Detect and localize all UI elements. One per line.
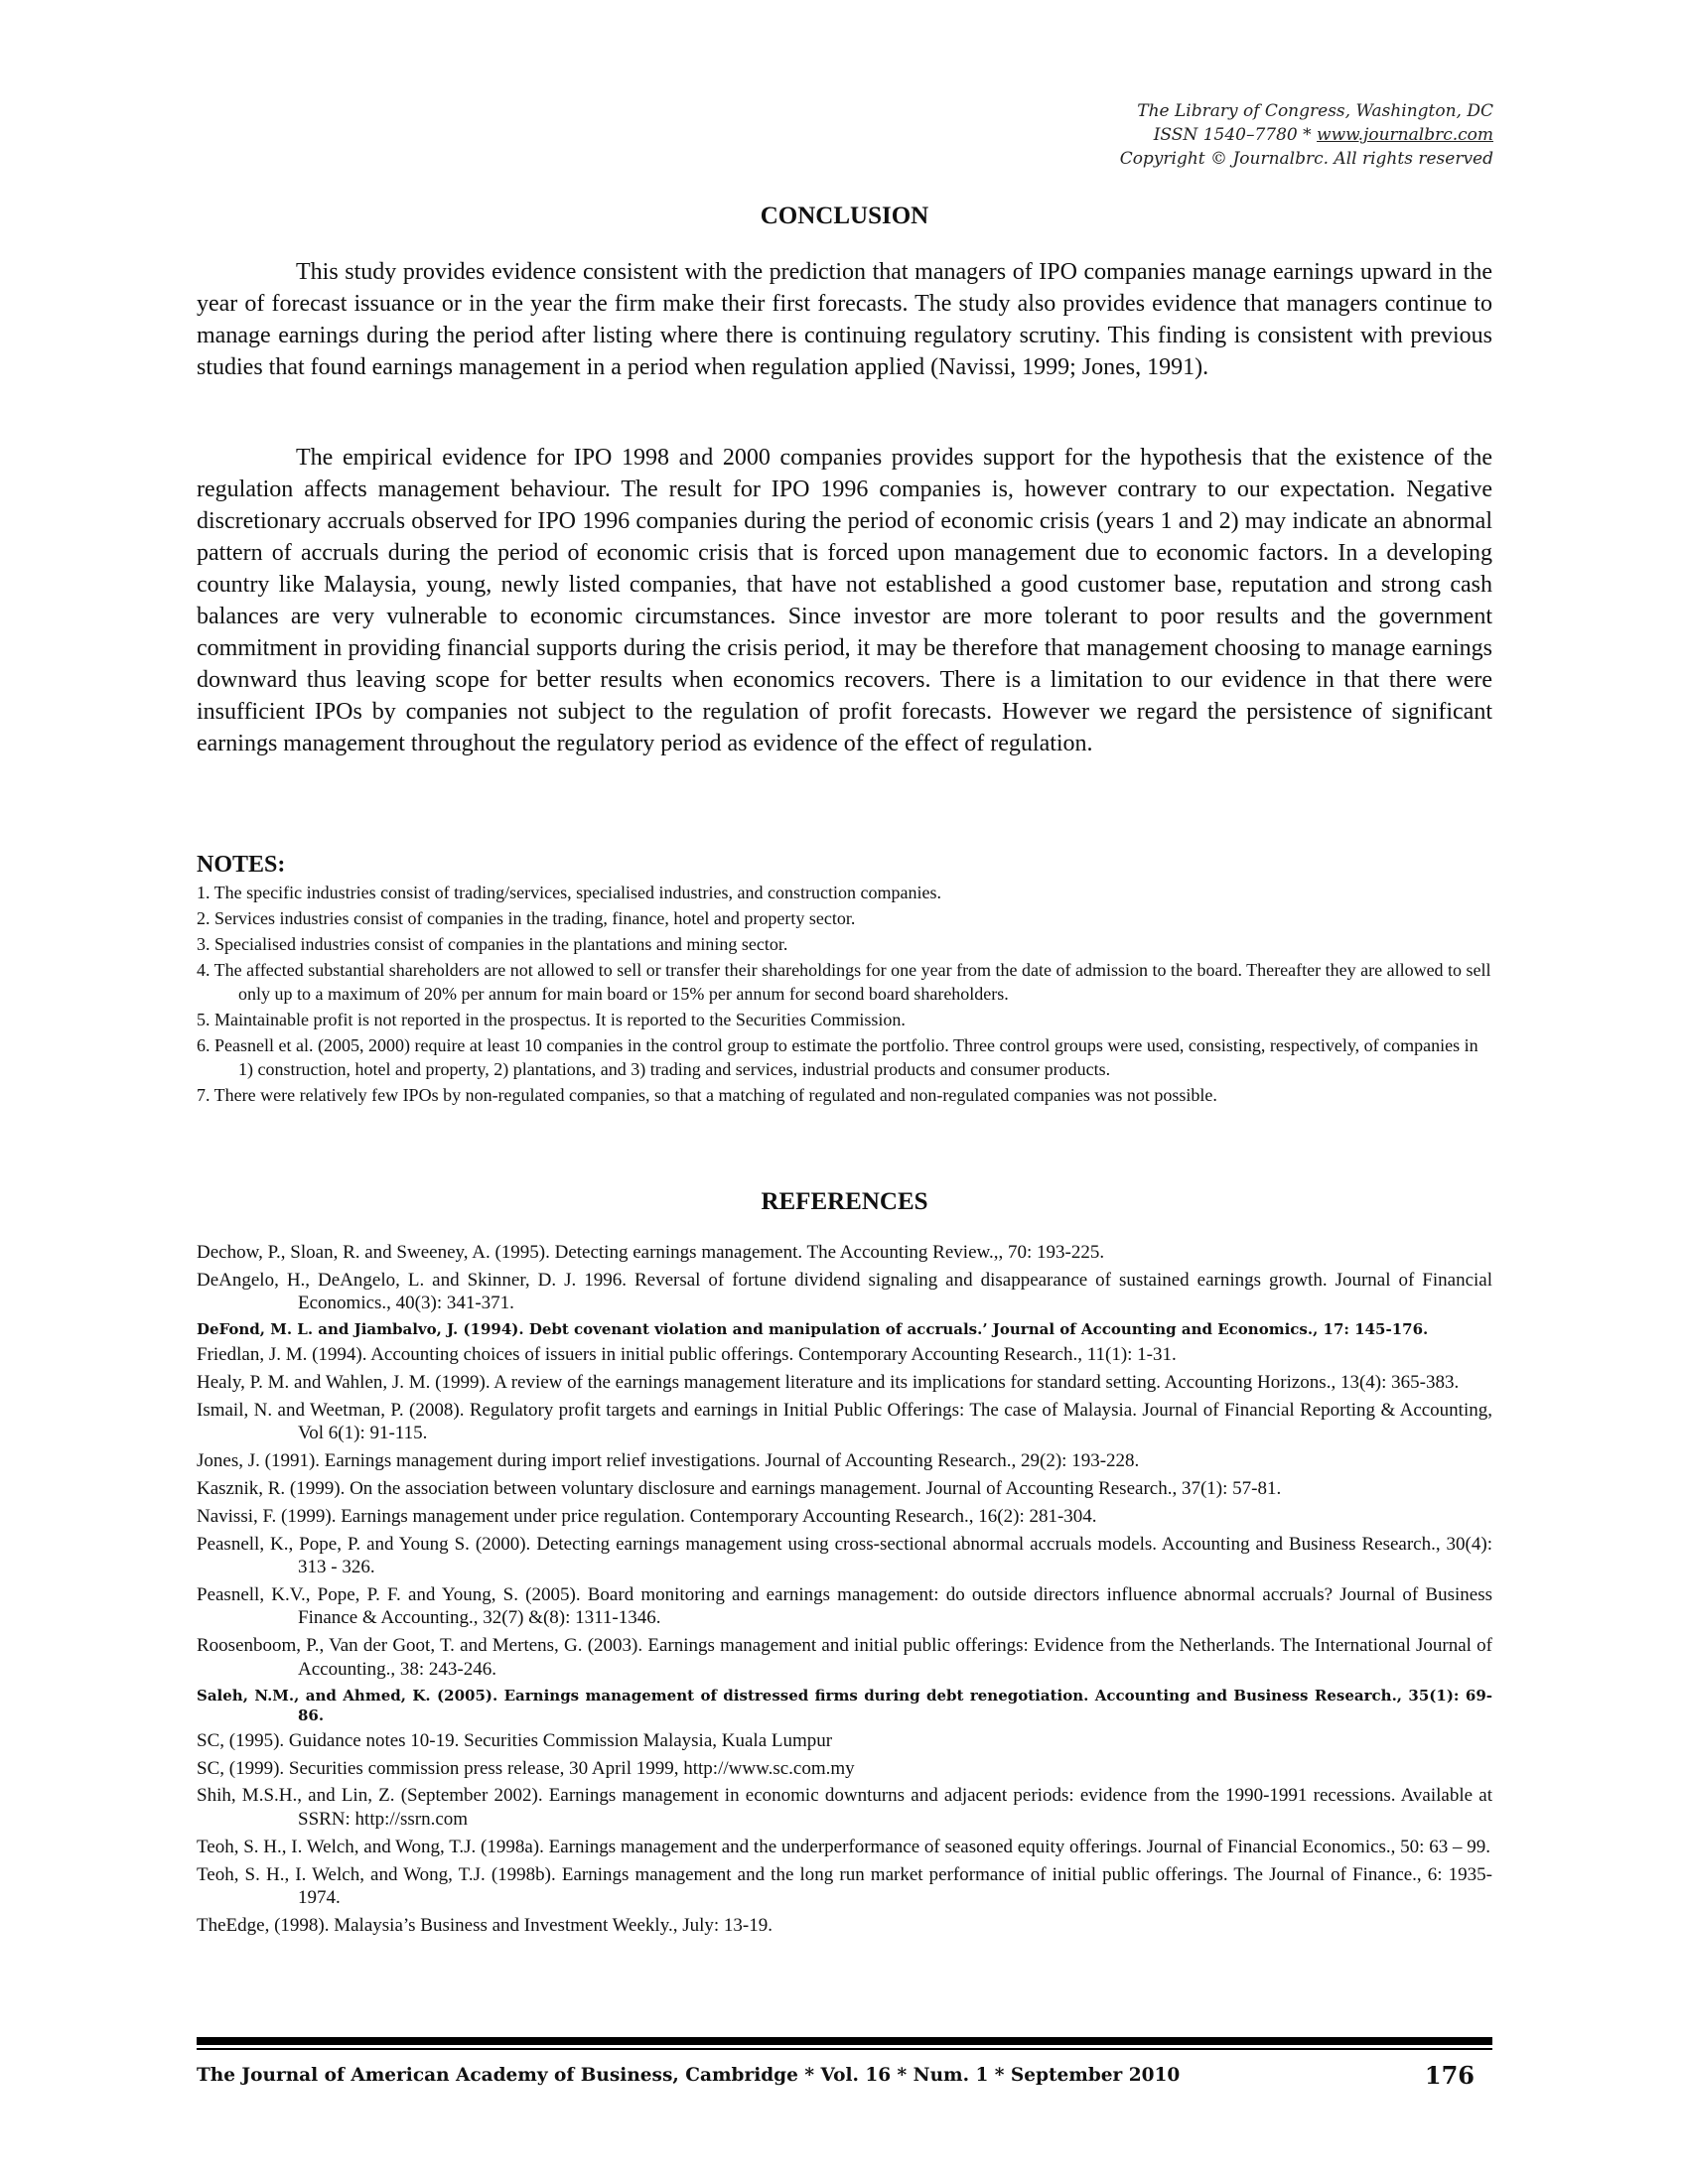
reference-item: Healy, P. M. and Wahlen, J. M. (1999). A review of the earnings management literature and its implications for standard setting. Accounting Horizons., 13(4): 365-383. <box>197 1372 1460 1394</box>
note-item: 4. The affected substantial shareholders are not allowed to sell or transfer their shareholdings for one year from the date of admission to the board. Thereafter they are allowed to sell only up to a maximum of 20% per annum for main board or 15% per annum for second board shareholders. <box>197 960 1491 1004</box>
references-list <box>197 1241 1492 1942</box>
reference-item: Kasznik, R. (1999). On the association between voluntary disclosure and earnings management. Journal of Accounting Research., 37(1): 57-81. <box>197 1478 1282 1500</box>
reference-item: Dechow, P., Sloan, R. and Sweeney, A. (1995). Detecting earnings management. The Accounting Review.,, 70: 193-225. <box>197 1242 1105 1263</box>
reference-item: TheEdge, (1998). Malaysia’s Business and Investment Weekly., July: 13-19. <box>197 1914 773 1936</box>
note-item: 1. The specific industries consist of trading/services, specialised industries, and construction companies. <box>197 883 941 902</box>
reference-item: Navissi, F. (1999). Earnings management under price regulation. Contemporary Accounting Research., 16(2): 281-304. <box>197 1505 1097 1527</box>
journal-footer <box>197 2061 1492 2090</box>
reference-item: Peasnell, K., Pope, P. and Young S. (2000). Detecting earnings management using cross-sectional abnormal accruals models. Accounting and Business Research., 30(4): 313 - 326. <box>197 1533 1492 1578</box>
reference-item: Teoh, S. H., I. Welch, and Wong, T.J. (1998b). Earnings management and the long run market performance of initial public offerings. The Journal of Finance., 6: 1935-1974. <box>197 1863 1492 1909</box>
reference-item: SC, (1995). Guidance notes 10-19. Securities Commission Malaysia, Kuala Lumpur <box>197 1729 833 1751</box>
reference-item: Teoh, S. H., I. Welch, and Wong, T.J. (1998a). Earnings management and the underperformance of seasoned equity offerings. Journal of Financial Economics., 50: 63 – 99. <box>197 1836 1490 1857</box>
note-item: 3. Specialised industries consist of companies in the plantations and mining sector. <box>197 934 788 954</box>
note-item: 7. There were relatively few IPOs by non-regulated companies, so that a matching of regulated and non-regulated companies was not possible. <box>197 1085 1217 1105</box>
reference-item: Ismail, N. and Weetman, P. (2008). Regulatory profit targets and earnings in Initial Public Offerings: The case of Malaysia. Journal of Financial Reporting & Accounting, Vol 6(1): 91-115. <box>197 1399 1492 1444</box>
note-item: 2. Services industries consist of companies in the trading, finance, hotel and property sector. <box>197 908 856 928</box>
reference-item: DeFond, M. L. and Jiambalvo, J. (1994). Debt covenant violation and manipulation of accruals.’ Journal of Accounting and Economics., 17: 145-176. <box>197 1320 1429 1339</box>
notes-heading: NOTES: <box>197 852 286 878</box>
journal-website-link[interactable]: www.journalbrc.com <box>1317 125 1493 145</box>
reference-item: Saleh, N.M., and Ahmed, K. (2005). Earnings management of distressed firms during debt renegotiation. Accounting and Business Research., 35(1): 69-86. <box>197 1686 1492 1724</box>
reference-item: Jones, J. (1991). Earnings management during import relief investigations. Journal of Accounting Research., 29(2): 193-228. <box>197 1450 1140 1472</box>
footer-journal-citation: The Journal of American Academy of Business, Cambridge * Vol. 16 * Num. 1 * September 2010 <box>197 2065 1181 2086</box>
references-heading: REFERENCES <box>761 1188 928 1215</box>
journal-header <box>798 99 1493 171</box>
reference-item: Shih, M.S.H., and Lin, Z. (September 2002). Earnings management in economic downturns and adjacent periods: evidence from the 1990-1991 recessions. Available at SSRN: http://ssrn.com <box>197 1785 1492 1830</box>
reference-item: Roosenboom, P., Van der Goot, T. and Mertens, G. (2003). Earnings management and initial public offerings: Evidence from the Netherlands. The International Journal of Accounting., 38: 243-246. <box>197 1635 1492 1680</box>
header-library-line: The Library of Congress, Washington, DC <box>1137 101 1493 121</box>
conclusion-heading: CONCLUSION <box>760 203 929 229</box>
note-item: 6. Peasnell et al. (2005, 2000) require at least 10 companies in the control group to estimate the portfolio. Three control groups were used, consisting, respectively, of companies in 1) construction, hotel and property, 2) plantations, and 3) trading and services, industrial products and consumer products. <box>197 1035 1478 1079</box>
header-issn-line <box>798 123 1493 147</box>
notes-list <box>197 881 1497 1109</box>
note-item: 5. Maintainable profit is not reported in the prospectus. It is reported to the Securities Commission. <box>197 1010 906 1029</box>
reference-item: Peasnell, K.V., Pope, P. F. and Young, S. (2005). Board monitoring and earnings management: do outside directors influence abnormal accruals? Journal of Business Finance & Accounting., 32(7) &(8): 1311-1346. <box>197 1583 1492 1629</box>
reference-item: DeAngelo, H., DeAngelo, L. and Skinner, D. J. 1996. Reversal of fortune dividend signaling and disappearance of sustained earnings growth. Journal of Financial Economics., 40(3): 341-371. <box>197 1269 1492 1314</box>
page-number: 176 <box>1424 2061 1475 2090</box>
footer-divider-thick <box>197 2037 1492 2045</box>
header-issn: ISSN 1540–7780 * <box>1153 125 1318 145</box>
footer-divider-thin <box>197 2048 1492 2050</box>
conclusion-paragraph-2: The empirical evidence for IPO 1998 and 2000 companies provides support for the hypothesis that the existence of the regulation affects management behaviour. The result for IPO 1996 companies is, however contrary to our expectation. Negative discretionary accruals observed for IPO 1996 companies during the period of economic crisis (years 1 and 2) may indicate an abnormal pattern of accruals during the period of economic crisis that is forced upon management due to economic factors. In a developing country like Malaysia, young, newly listed companies, that have not established a good customer base, reputation and strong cash balances are very vulnerable to economic circumstances. Since investor are more tolerant to poor results and the government commitment in providing financial supports during the crisis period, it may be therefore that management choosing to manage earnings downward thus leaving scope for better results when economics recovers. There is a limitation to our evidence in that there were insufficient IPOs by companies not subject to the regulation of profit forecasts. However we regard the persistence of significant earnings management throughout the regulatory period as evidence of the effect of regulation. <box>197 445 1492 756</box>
header-copyright-line: Copyright © Journalbrc. All rights reserved <box>1119 149 1493 169</box>
reference-item: Friedlan, J. M. (1994). Accounting choices of issuers in initial public offerings. Contemporary Accounting Research., 11(1): 1-31. <box>197 1344 1177 1366</box>
reference-item: SC, (1999). Securities commission press release, 30 April 1999, http://www.sc.com.my <box>197 1757 855 1779</box>
conclusion-paragraph-1: This study provides evidence consistent with the prediction that managers of IPO companies manage earnings upward in the year of forecast issuance or in the year the firm make their first forecasts. The study also provides evidence that managers continue to manage earnings during the period after listing where there is continuing regulatory scrutiny. This finding is consistent with previous studies that found earnings management in a period when regulation applied (Navissi, 1999; Jones, 1991). <box>197 259 1492 380</box>
